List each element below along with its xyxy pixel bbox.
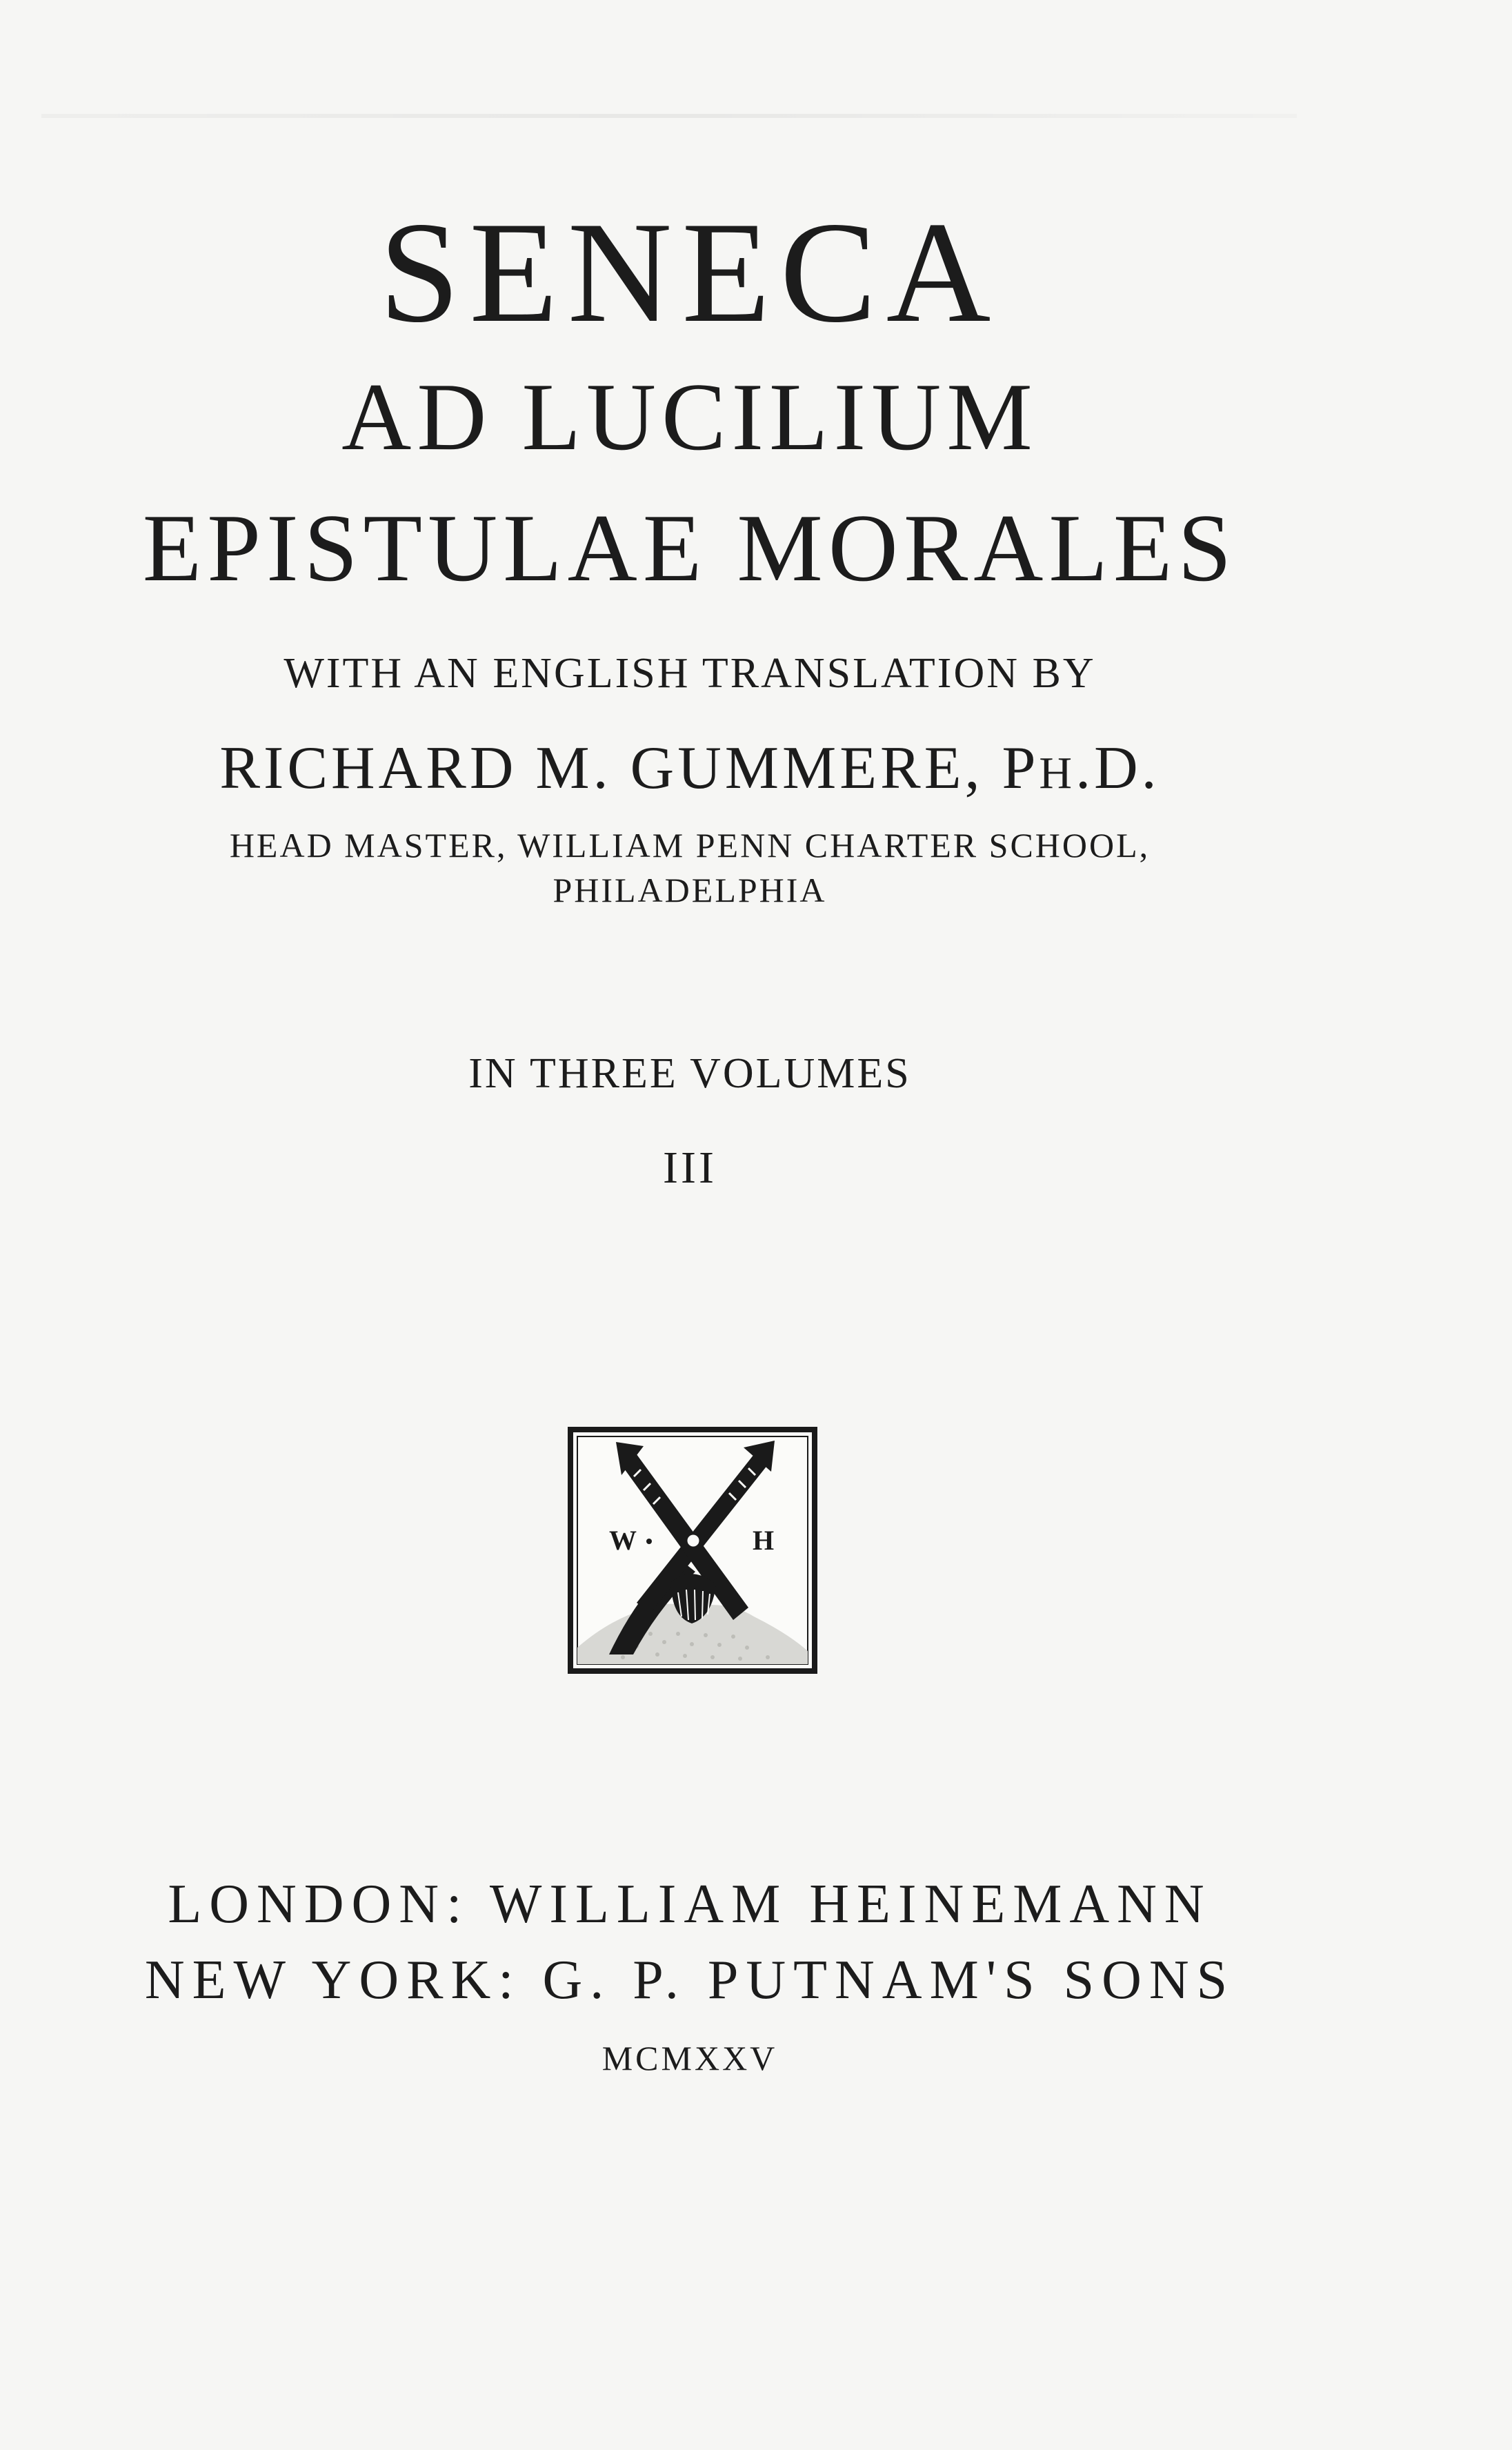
volumes-note: IN THREE VOLUMES — [468, 1050, 911, 1097]
degree-initial-p: P — [1002, 735, 1040, 802]
translator-name: RICHARD M. GUMMERE, — [219, 735, 1002, 802]
imprint-year: MCMXXV — [601, 2039, 778, 2077]
title-line-1: AD LUCILIUM — [341, 364, 1038, 471]
author-heading: SENECA — [379, 192, 1001, 353]
degree-small-h: H — [1039, 748, 1076, 798]
device-initial-w: W — [609, 1525, 637, 1556]
translator-line — [0, 735, 1380, 802]
title-line-2: EPISTULAE MORALES — [142, 495, 1237, 602]
degree-initial-d: D — [1094, 735, 1142, 802]
page-edge-shadow — [41, 114, 1297, 118]
affiliation-line-2: PHILADELPHIA — [553, 871, 827, 909]
degree-end: . — [1141, 735, 1160, 802]
translation-credit: WITH AN ENGLISH TRANSLATION BY — [284, 650, 1096, 697]
device-initial-h: H — [753, 1525, 775, 1556]
volume-number: III — [663, 1143, 717, 1193]
imprint-line-1: LONDON: WILLIAM HEINEMANN — [168, 1874, 1212, 1935]
imprint-line-2: NEW YORK: G. P. PUTNAM'S SONS — [144, 1950, 1235, 2011]
affiliation-line-1: HEAD MASTER, WILLIAM PENN CHARTER SCHOOL, — [229, 826, 1151, 865]
publisher-device-icon — [568, 1427, 817, 1674]
degree-separator: . — [1075, 735, 1095, 802]
